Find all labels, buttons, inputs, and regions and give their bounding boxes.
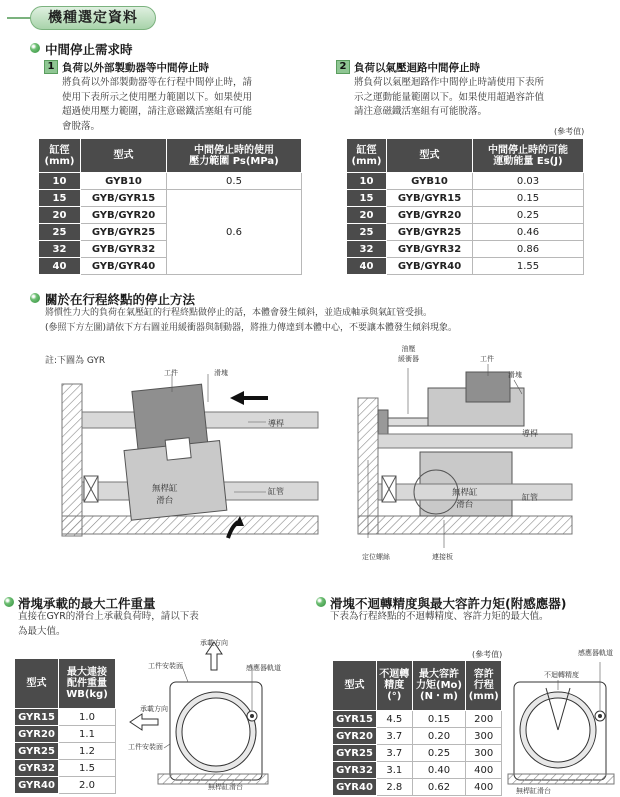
item-heading-external-brake: 負荷以外部製動器等中間停止時: [62, 62, 209, 74]
text-line: 使用下表所示之使用壓力範圍以下。如果使用: [62, 91, 253, 103]
table-cell: GYB10: [81, 173, 167, 190]
table-cell: GYB/GYR40: [81, 258, 167, 275]
label-work: 工件: [164, 369, 178, 377]
table-cell: 20: [347, 207, 387, 224]
table-cell: 4.5: [377, 711, 413, 728]
table-cell: 0.03: [473, 173, 584, 190]
label-sensor-rail: 感應器軌道: [246, 664, 281, 672]
item-number-1: 1: [44, 60, 58, 74]
table-cell: GYR25: [333, 745, 377, 762]
table-cell: 1.5: [59, 760, 116, 777]
label-load-direction-top: 承載方向: [200, 639, 228, 647]
label-slider-body: 無桿缸滑台: [208, 783, 243, 791]
table-cell: 0.40: [412, 762, 466, 779]
label-tube: 缸管: [522, 493, 538, 502]
table-cell: 0.62: [412, 779, 466, 796]
page-title: 機種選定資料: [30, 6, 156, 30]
label-damper: 油壓 緩衝器: [398, 345, 419, 363]
text-line: 將負荷以外部製動器等在行程中間停止時，請: [62, 77, 253, 88]
column-header: 型式: [81, 139, 167, 173]
table-cell: GYB/GYR20: [387, 207, 473, 224]
label-slider-body: 無桿缸滑台: [516, 787, 551, 795]
table-cell: 3.1: [377, 762, 413, 779]
table-cell: 0.86: [473, 241, 584, 258]
table-cell: 200: [466, 711, 502, 728]
column-header: 型式: [387, 139, 473, 173]
label-slider: 滑塊: [508, 371, 522, 379]
tilted-slider-diagram: [48, 366, 320, 554]
table-cell: 0.6: [167, 190, 302, 275]
table-cell: 0.15: [473, 190, 584, 207]
table-cell: 1.0: [59, 709, 116, 726]
table-cell: 400: [466, 779, 502, 796]
item-number-2: 2: [336, 60, 350, 74]
table-cell: 20: [39, 207, 81, 224]
section-bullet-icon: [30, 293, 40, 303]
table-cell: 400: [466, 762, 502, 779]
section-bullet-icon: [30, 43, 40, 53]
label-guide: 導桿: [268, 419, 284, 428]
table-cell: GYR20: [15, 726, 59, 743]
table-cell: GYR25: [15, 743, 59, 760]
table-cell: 2.0: [59, 777, 116, 794]
reference-note: (參考值): [472, 650, 503, 659]
column-header: 缸徑 (mm): [39, 139, 81, 173]
table-cell: 1.1: [59, 726, 116, 743]
label-load-direction-side: 承載方向: [140, 705, 168, 713]
table-cell: GYR40: [15, 777, 59, 794]
pressure-range-table: [38, 138, 302, 275]
table-cell: 0.20: [412, 728, 466, 745]
section-title-end-stop: 關於在行程終點的停止方法: [45, 292, 196, 307]
column-header: 型式: [333, 661, 377, 711]
table-cell: 25: [347, 224, 387, 241]
table-cell: GYR15: [15, 709, 59, 726]
table-cell: 0.25: [412, 745, 466, 762]
kinetic-energy-table: [346, 138, 584, 275]
label-guide: 導桿: [522, 429, 538, 438]
diagram-note: 註:下圖為 GYR: [45, 356, 106, 366]
column-header: 不迴轉 精度 (°): [377, 661, 413, 711]
table-cell: 1.2: [59, 743, 116, 760]
table-cell: GYR15: [333, 711, 377, 728]
max-load-text: [18, 610, 258, 639]
label-sensor-rail: 感應器軌道: [578, 649, 613, 657]
text-line: (參照下方左圖)請依下方右圖並用緩衝器與制動器，將推力傳達到本體中心，不要讓本體發生傾斜現象。: [45, 322, 458, 333]
item-text-pneumatic: [354, 76, 594, 120]
table-cell: GYR40: [333, 779, 377, 796]
label-work: 工件: [480, 355, 494, 363]
table-cell: 25: [39, 224, 81, 241]
table-cell: 10: [39, 173, 81, 190]
label-tube: 缸管: [268, 487, 284, 496]
label-slider: 滑塊: [214, 369, 228, 377]
table-cell: GYB/GYR25: [387, 224, 473, 241]
table-cell: GYR32: [15, 760, 59, 777]
text-line: 將慣性力大的負荷在氣壓缸的行程終點做停止的話，本體會發生傾斜，並造成軸承與氣缸管受損。: [45, 308, 433, 318]
accuracy-text: 下表為行程終點的不迴轉精度、容許力矩的最大值。: [330, 611, 549, 622]
column-header: 最大容許 力矩(Mo) (N・m): [412, 661, 466, 711]
reference-note: (參考值): [554, 127, 585, 136]
table-cell: 40: [347, 258, 387, 275]
table-cell: GYB/GYR20: [81, 207, 167, 224]
section-bullet-icon: [4, 597, 14, 607]
table-cell: 0.46: [473, 224, 584, 241]
text-line: 直接在GYR的滑台上承載負荷時，請以下表: [18, 611, 199, 622]
table-cell: 40: [39, 258, 81, 275]
accuracy-table: [332, 660, 502, 796]
table-cell: 10: [347, 173, 387, 190]
table-cell: 1.55: [473, 258, 584, 275]
table-cell: 32: [347, 241, 387, 258]
label-bolt: 定位螺絲: [362, 553, 390, 561]
table-cell: GYR20: [333, 728, 377, 745]
label-plate: 連接板: [432, 553, 453, 561]
column-header: 缸徑 (mm): [347, 139, 387, 173]
table-cell: 300: [466, 745, 502, 762]
label-body: 無桿缸 滑台: [152, 484, 178, 506]
table-cell: 0.15: [412, 711, 466, 728]
section-title-accuracy: 滑塊不迴轉精度與最大容許力矩(附感應器): [330, 596, 567, 611]
column-header: 最大連接 配件重量 WB(kg): [59, 659, 116, 709]
table-cell: GYB/GYR15: [81, 190, 167, 207]
table-cell: GYB/GYR15: [387, 190, 473, 207]
table-cell: GYB/GYR40: [387, 258, 473, 275]
column-header: 中間停止時的使用 壓力範圍 Ps(MPa): [167, 139, 302, 173]
label-mount-side: 工件安裝面: [128, 743, 163, 751]
text-line: 示之運動能量範圍以下。如果使用超過容許值: [354, 91, 545, 103]
table-cell: 2.8: [377, 779, 413, 796]
table-cell: 3.7: [377, 745, 413, 762]
table-cell: 15: [347, 190, 387, 207]
text-line: 會脫落。: [62, 120, 101, 132]
section-bullet-icon: [316, 597, 326, 607]
column-header: 型式: [15, 659, 59, 709]
text-line: 請注意磁鐵活塞組有可能脫落。: [354, 106, 488, 117]
column-header: 容許 行程 (mm): [466, 661, 502, 711]
table-cell: 300: [466, 728, 502, 745]
table-cell: 0.5: [167, 173, 302, 190]
section-title-max-load: 滑塊承載的最大工件重量: [18, 596, 156, 611]
label-rotation-accuracy: 不迴轉精度: [544, 671, 579, 679]
table-cell: GYB/GYR32: [81, 241, 167, 258]
label-body: 無桿缸 滑台: [452, 488, 478, 510]
label-mount-top: 工件安裝面: [148, 662, 183, 670]
table-cell: GYB10: [387, 173, 473, 190]
item-text-external-brake: [62, 76, 302, 134]
damper-stop-diagram: [354, 352, 576, 554]
table-cell: GYB/GYR32: [387, 241, 473, 258]
text-line: 為最大值。: [18, 625, 66, 637]
max-load-table: [14, 658, 116, 794]
column-header: 中間停止時的可能 運動能量 Es(J): [473, 139, 584, 173]
table-cell: 0.25: [473, 207, 584, 224]
item-heading-pneumatic: 負荷以氣壓迴路中間停止時: [354, 62, 480, 74]
table-cell: 3.7: [377, 728, 413, 745]
table-cell: 15: [39, 190, 81, 207]
text-line: 超過使用壓力範圍，請注意磁鐵活塞組有可能: [62, 106, 253, 117]
table-cell: GYR32: [333, 762, 377, 779]
section-title-mid-stop: 中間停止需求時: [45, 42, 133, 57]
text-line: 將負荷以氣壓迴路作中間停止時請使用下表所: [354, 77, 545, 88]
table-cell: GYB/GYR25: [81, 224, 167, 241]
table-cell: 32: [39, 241, 81, 258]
end-stop-text: [45, 306, 605, 335]
